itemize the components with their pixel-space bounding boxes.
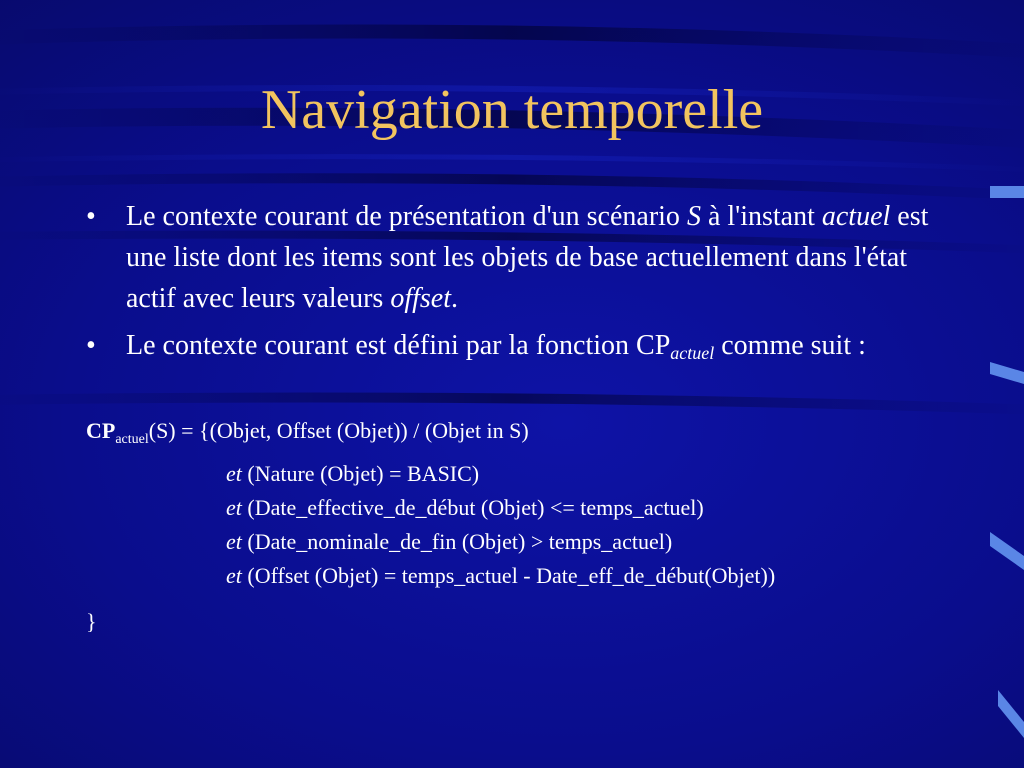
bullet-text: . bbox=[450, 283, 458, 314]
bullet-text: à l'instant bbox=[700, 201, 822, 232]
formula-cp-subscript: actuel bbox=[115, 432, 149, 447]
bullet-icon: • bbox=[86, 201, 96, 232]
dark-streak bbox=[0, 178, 1024, 196]
bullet-text-italic: actuel bbox=[821, 201, 891, 232]
bullet-text-italic: S bbox=[686, 201, 701, 232]
edge-accent bbox=[990, 532, 1024, 570]
formula-text: (Date_effective_de_début (Objet) <= temps_actuel) bbox=[241, 495, 704, 520]
formula-et: et bbox=[226, 529, 242, 554]
formula-text: (Nature (Objet) = BASIC) bbox=[241, 461, 480, 486]
bullet-subscript: actuel bbox=[670, 343, 715, 363]
bullet-item bbox=[86, 325, 946, 374]
formula-et: et bbox=[226, 563, 242, 588]
bullet-text-italic: offset bbox=[390, 283, 451, 314]
formula-text: (S) = {(Objet, Offset (Objet)) / (Objet in S) bbox=[148, 418, 529, 443]
formula-et: et bbox=[226, 461, 242, 486]
bullet-text: comme suit : bbox=[714, 330, 866, 361]
bullet-list bbox=[86, 196, 946, 380]
bullet-text: est une liste dont les items sont les objets de base actuellement dans l'état actif avec leurs valeurs bbox=[126, 201, 929, 314]
formula-et: et bbox=[226, 495, 242, 520]
formula-line bbox=[86, 559, 986, 593]
dark-streak bbox=[0, 398, 1024, 410]
bullet-text: Le contexte courant de présentation d'un scénario bbox=[126, 201, 687, 232]
formula-cp: CP bbox=[86, 418, 116, 443]
edge-accent bbox=[990, 186, 1024, 198]
bullet-icon: • bbox=[86, 330, 96, 361]
formula-line bbox=[86, 457, 986, 491]
bullet-text: Le contexte courant est défini par la fonction CP bbox=[126, 330, 671, 361]
formula-closing-brace: } bbox=[86, 609, 97, 634]
edge-accent bbox=[998, 690, 1024, 738]
bullet-item bbox=[86, 196, 946, 319]
formula-text: (Date_nominale_de_fin (Objet) > temps_actuel) bbox=[241, 529, 673, 554]
formula-line bbox=[86, 525, 986, 559]
formula-line bbox=[86, 491, 986, 525]
slide-title: Navigation temporelle bbox=[260, 79, 764, 141]
dark-streak bbox=[0, 32, 1024, 52]
light-streak bbox=[0, 157, 1024, 170]
edge-accent bbox=[990, 362, 1024, 384]
formula-line bbox=[86, 414, 986, 457]
formula-text: (Offset (Objet) = temps_actuel - Date_eff_de_début(Objet)) bbox=[241, 563, 776, 588]
formula-block bbox=[86, 414, 986, 639]
